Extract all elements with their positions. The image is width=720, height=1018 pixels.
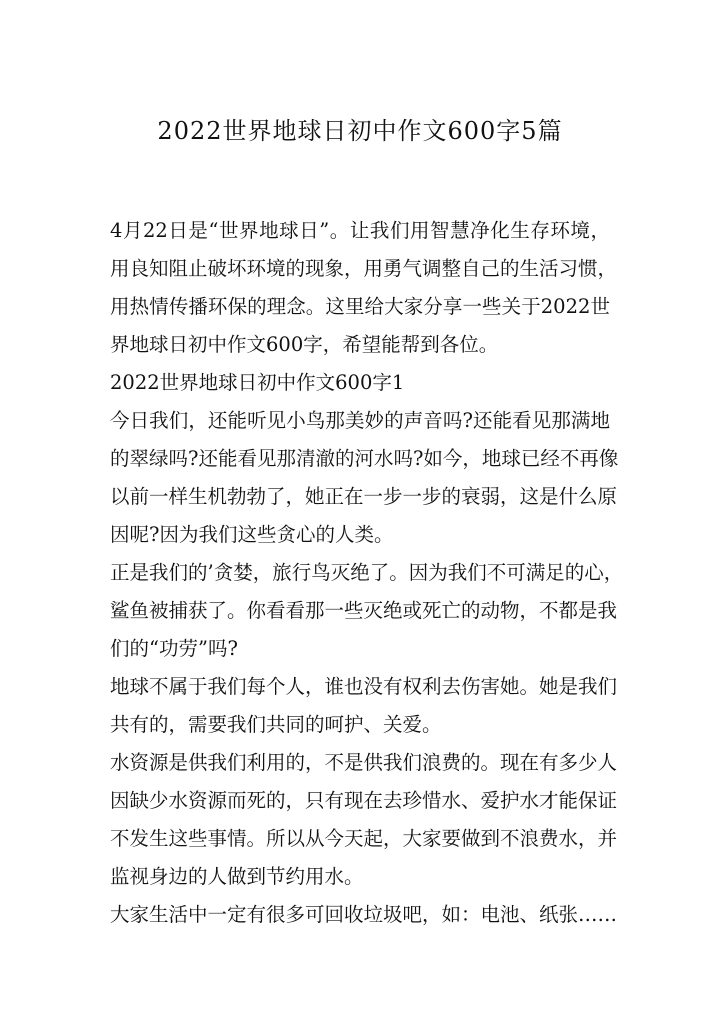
body-line: 大家生活中一定有很多可回收垃圾吧，如：电池、纸张…… — [110, 903, 618, 926]
body-line: 鲨鱼被捕获了。你看看那一些灭绝或死亡的动物，不都是我 — [110, 599, 618, 622]
body-line: 不发生这些事情。所以从今天起，大家要做到不浪费水，并 — [110, 827, 618, 850]
body-line: 的翠绿吗?还能看见那清澈的河水吗?如今，地球已经不再像 — [110, 447, 619, 470]
body-line: 水资源是供我们利用的，不是供我们浪费的。现在有多少人 — [110, 751, 618, 774]
body-line: 地球不属于我们每个人，谁也没有权利去伤害她。她是我们 — [110, 675, 618, 698]
body-line: 监视身边的人做到节约用水。 — [110, 865, 364, 888]
body-line: 用良知阻止破坏环境的现象，用勇气调整自己的生活习惯， — [110, 257, 618, 280]
body-line: 以前一样生机勃勃了，她正在一步一步的衰弱，这是什么原 — [110, 485, 618, 508]
body-line: 共有的，需要我们共同的呵护、关爱。 — [110, 713, 442, 736]
body-line: 正是我们的’贪婪，旅行鸟灭绝了。因为我们不可满足的心， — [110, 561, 624, 584]
section-heading: 2022世界地球日初中作文600字1 — [110, 371, 405, 394]
body-line: 用热情传播环保的理念。这里给大家分享一些关于2022世 — [110, 295, 610, 318]
body-line: 因呢?因为我们这些贪心的人类。 — [110, 523, 394, 546]
body-line: 因缺少水资源而死的，只有现在去珍惜水、爱护水才能保证 — [110, 789, 618, 812]
body-line: 今日我们，还能听见小鸟那美妙的声音吗?还能看见那满地 — [110, 409, 610, 432]
body-line: 们的“功劳”吗? — [110, 637, 238, 660]
body-line: 界地球日初中作文600字，希望能帮到各位。 — [110, 333, 499, 356]
document-title: 2022世界地球日初中作文600字5篇 — [157, 117, 563, 145]
body-line: 4月22日是“世界地球日”。让我们用智慧净化生存环境， — [110, 219, 610, 242]
